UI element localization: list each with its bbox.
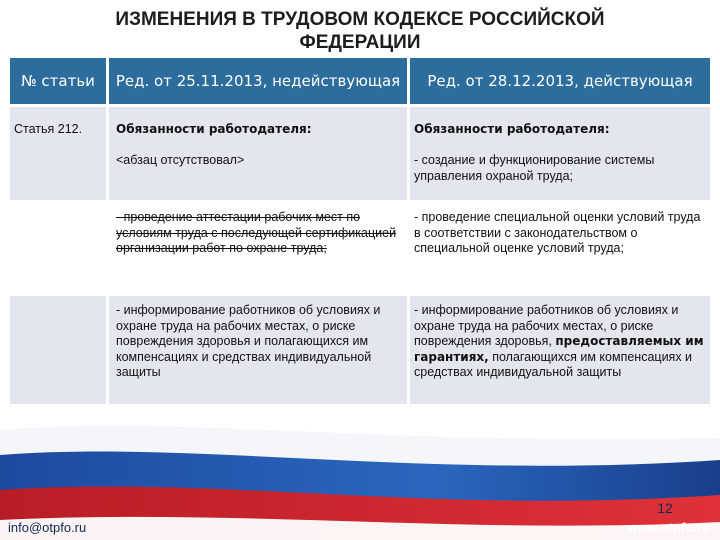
header-article-number: № статьи [10, 58, 106, 104]
old-cell-2-struck: - проведение аттестации рабочих мест по условиям труда с последующей сертификацией организации работ по охране труда; [116, 210, 397, 255]
new-heading-cell: Обязанности работодателя: [414, 122, 610, 136]
new-cell-3-part1: - информирование работников об условиях и охране труда на рабочих местах, о риске повреждения здоровья, [414, 303, 679, 348]
new-cell-3-highlight: предоставляемых им гарантиях, [414, 334, 704, 364]
old-cell-1: <абзац отсутствовал> [116, 153, 245, 167]
column-divider [407, 107, 410, 404]
footer-website[interactable]: www.otpfo.ru [627, 520, 710, 535]
new-cell-2: - проведение специальной оценки условий труда в соответствии с законодательством о специальной оценке условий труда; [414, 210, 701, 255]
new-cell-3-part3: полагающихся им компенсациях и средствах индивидуальной защиты [414, 349, 693, 379]
page-title [0, 8, 720, 54]
header-old-edition: Ред. от 25.11.2013, недействующая [109, 58, 407, 104]
column-divider [106, 107, 109, 404]
flag-background [0, 420, 720, 540]
new-cell-3 [414, 303, 706, 381]
header-new-edition: Ред. от 28.12.2013, действующая [410, 58, 710, 104]
title-line-1: ИЗМЕНЕНИЯ В ТРУДОВОМ КОДЕКСЕ РОССИЙСКОЙ [115, 9, 605, 30]
old-cell-3: - информирование работников об условиях и охране труда на рабочих местах, о риске повреждения здоровья и полагающихся им компенсациях и средствах индивидуальной защиты [116, 303, 381, 379]
page-number: 12 [657, 500, 673, 516]
article-cell: Статья 212. [14, 122, 83, 136]
old-heading-cell: Обязанности работодателя: [116, 122, 312, 136]
new-cell-1: - создание и функционирование системы управления охраной труда; [414, 153, 655, 183]
title-line-2: ФЕДЕРАЦИИ [299, 32, 421, 53]
footer-email[interactable]: info@otpfo.ru [8, 520, 87, 535]
